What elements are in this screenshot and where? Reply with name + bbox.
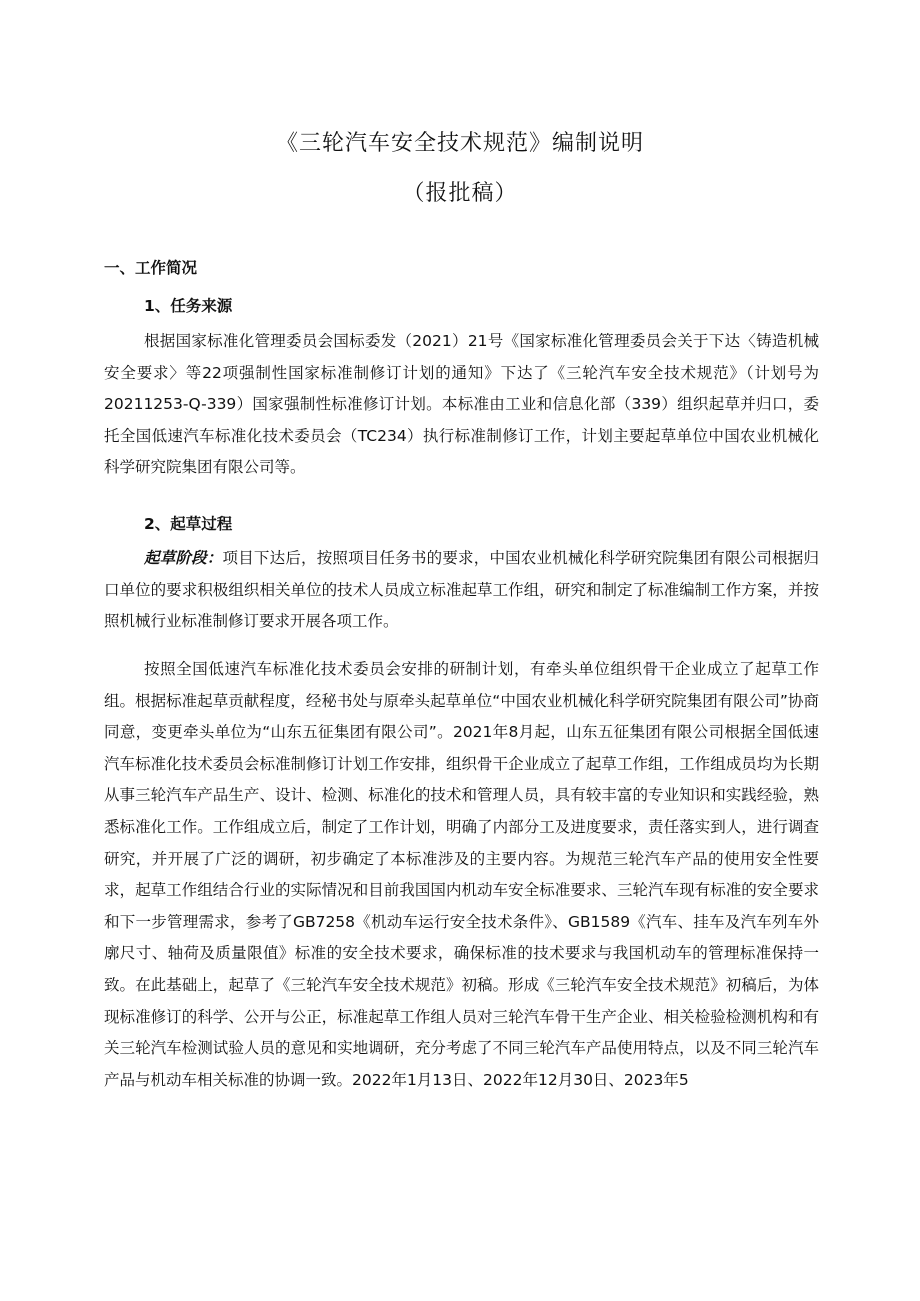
paragraph-drafting-details: 按照全国低速汽车标准化技术委员会安排的研制计划，有牵头单位组织骨干企业成立了起草工作组。根据标准起草贡献程度，经秘书处与原牵头起草单位“中国农业机械化科学研究院集团有限公司”协商同意，变更牵头单位为“山东五征集团有限公司”。2021年8月起，山东五征集团有限公司根据全国低速汽车标准化技术委员会标准制修订计划工作安排，组织骨干企业成立了起草工作组，工作组成员均为长期从事三轮汽车产品生产、设计、检测、标准化的技术和管理人员，具有较丰富的专业知识和实践经验，熟悉标准化工作。工作组成立后，制定了工作计划，明确了内部分工及进度要求，责任落实到人，进行调查研究，并开展了广泛的调研，初步确定了本标准涉及的主要内容。为规范三轮汽车产品的使用安全性要求，起草工作组结合行业的实际情况和目前我国国内机动车安全标准要求、三轮汽车现有标准的安全要求和下一步管理需求，参考了GB7258《机动车运行安全技术条件》、GB1589《汽车、挂车及汽车列车外廓尺寸、轴荷及质量限值》标准的安全技术要求，确保标准的技术要求与我国机动车的管理标准保持一致。在此基础上，起草了《三轮汽车安全技术规范》初稿。形成《三轮汽车安全技术规范》初稿后，为体现标准修订的科学、公开与公正，标准起草工作组人员对三轮汽车骨干生产企业、相关检验检测机构和有关三轮汽车检测试验人员的意见和实地调研，充分考虑了不同三轮汽车产品使用特点，以及不同三轮汽车产品与机动车相关标准的协调一致。2022年1月13日、2022年12月30日、2023年5	[104, 660, 819, 1089]
drafting-stage-text: 项目下达后，按照项目任务书的要求，中国农业机械化科学研究院集团有限公司根据归口单位的要求积极组织相关单位的技术人员成立标准起草工作组，研究和制定了标准编制工作方案，并按照机械行业标准制修订要求开展各项工作。	[104, 549, 819, 631]
paragraph-task-source: 根据国家标准化管理委员会国标委发（2021）21号《国家标准化管理委员会关于下达〈铸造机械安全要求〉等22项强制性国家标准制修订计划的通知》下达了《三轮汽车安全技术规范》（计划号为20211253-Q-339）国家强制性标准修订计划。本标准由工业和信息化部（339）组织起草并归口，委托全国低速汽车标准化技术委员会（TC234）执行标准制修订工作，计划主要起草单位中国农业机械化科学研究院集团有限公司等。	[104, 332, 819, 477]
subsection-heading-drafting-process: 2、起草过程	[144, 515, 233, 533]
section-heading-work-overview: 一、工作简况	[104, 259, 198, 277]
document-title: 《三轮汽车安全技术规范》编制说明	[275, 131, 644, 156]
subsection-heading-task-source: 1、任务来源	[144, 297, 233, 315]
document-subtitle: （报批稿）	[402, 181, 518, 206]
paragraph-drafting-stage	[104, 543, 819, 638]
drafting-stage-label: 起草阶段：	[144, 549, 223, 567]
